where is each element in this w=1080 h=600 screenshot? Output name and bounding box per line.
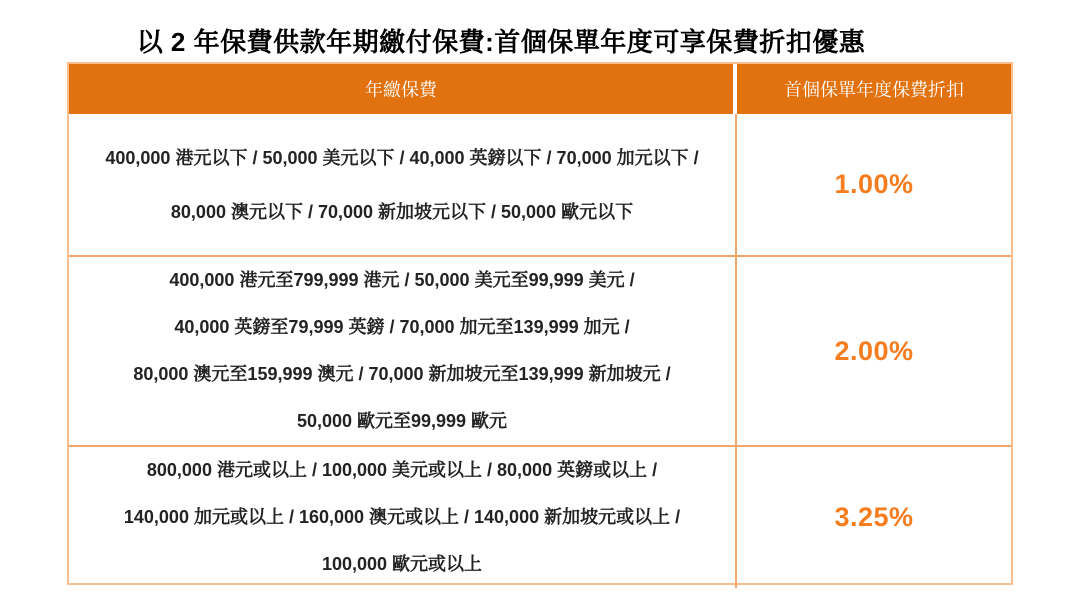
premium-range-line: 80,000 澳元至159,999 澳元 / 70,000 新加坡元至139,999 新加坡元 / bbox=[133, 364, 671, 384]
table-row bbox=[69, 445, 1011, 588]
premium-range-line: 400,000 港元以下 / 50,000 美元以下 / 40,000 英鎊以下 / 70,000 加元以下 / bbox=[105, 147, 699, 168]
table-row bbox=[69, 255, 1011, 445]
premium-range-cell bbox=[69, 257, 737, 445]
premium-range-line: 800,000 港元或以上 / 100,000 美元或以上 / 80,000 英鎊或以上 / bbox=[146, 460, 658, 480]
discount-value: 3.25% bbox=[834, 502, 914, 532]
premium-range-cell bbox=[69, 447, 737, 588]
column-header-first-year-discount: 首個保單年度保費折扣 bbox=[737, 64, 1011, 114]
premium-range-line: 50,000 歐元至99,999 歐元 bbox=[296, 411, 508, 431]
premium-discount-table bbox=[67, 62, 1013, 585]
discount-value: 1.00% bbox=[834, 169, 914, 199]
premium-range-line: 400,000 港元至799,999 港元 / 50,000 美元至99,999 美元 / bbox=[169, 270, 635, 290]
table-header-row bbox=[69, 64, 1011, 114]
premium-range-line: 140,000 加元或以上 / 160,000 澳元或以上 / 140,000 新加坡元或以上 / bbox=[123, 507, 681, 527]
discount-value: 2.00% bbox=[834, 335, 914, 366]
table-row bbox=[69, 114, 1011, 255]
premium-range-line: 100,000 歐元或以上 bbox=[321, 554, 483, 574]
column-header-annual-premium: 年繳保費 bbox=[69, 64, 737, 114]
page-title: 以 2 年保費供款年期繳付保費:首個保單年度可享保費折扣優惠 bbox=[136, 27, 866, 57]
premium-range-line: 80,000 澳元以下 / 70,000 新加坡元以下 / 50,000 歐元以下 bbox=[170, 201, 634, 222]
premium-range-line: 40,000 英鎊至79,999 英鎊 / 70,000 加元至139,999 加元 / bbox=[174, 317, 630, 337]
premium-range-cell bbox=[69, 114, 737, 255]
